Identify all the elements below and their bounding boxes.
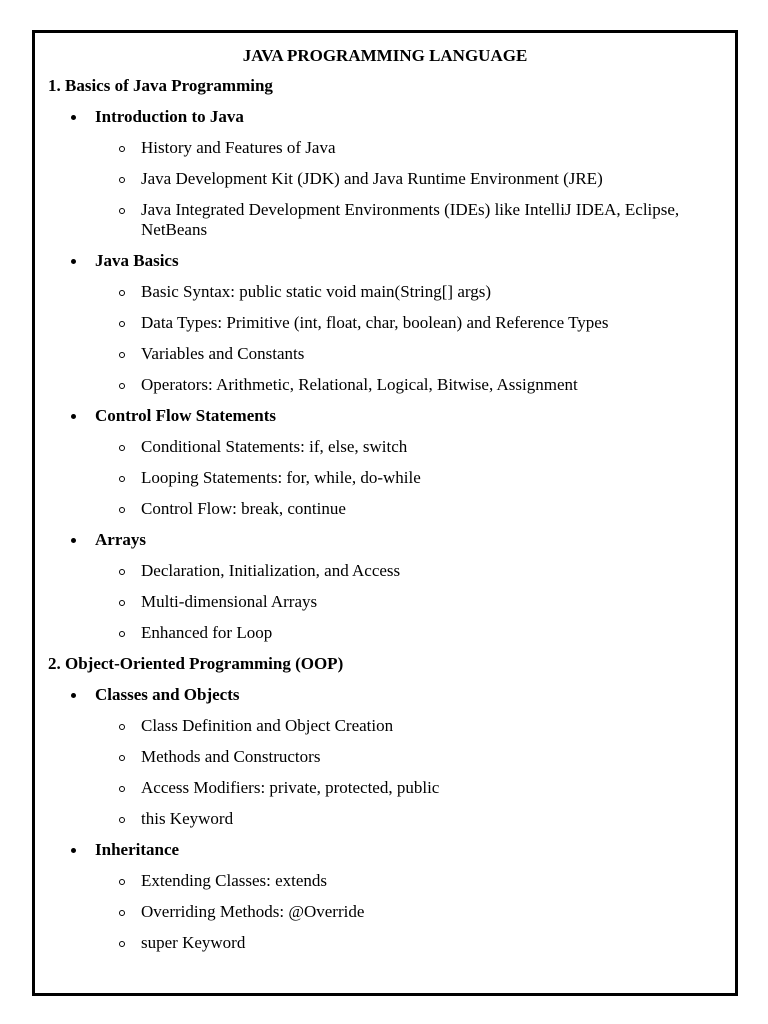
bullet-circle-icon (119, 177, 125, 183)
list-item-text: Data Types: Primitive (int, float, char, boolean) and Reference Types (141, 313, 609, 332)
list-item (35, 747, 735, 767)
list-item (35, 933, 735, 953)
list-item (35, 716, 735, 736)
bullet-circle-icon (119, 941, 125, 947)
list-item (35, 468, 735, 488)
list-item (35, 809, 735, 829)
bullet-disc-icon (71, 538, 76, 543)
bullet-circle-icon (119, 910, 125, 916)
topic-heading (35, 530, 735, 561)
list-item (35, 375, 735, 395)
bullet-circle-icon (119, 631, 125, 637)
list-item (35, 169, 735, 189)
item-list (35, 437, 735, 519)
item-list (35, 716, 735, 829)
outline (35, 76, 735, 964)
topic-label: Java Basics (95, 251, 179, 270)
list-item-text: Operators: Arithmetic, Relational, Logical, Bitwise, Assignment (141, 375, 578, 394)
topic-label: Arrays (95, 530, 146, 549)
bullet-circle-icon (119, 476, 125, 482)
topic-heading (35, 406, 735, 437)
topic (35, 107, 735, 240)
list-item-text: Methods and Constructors (141, 747, 321, 766)
topic-heading (35, 251, 735, 282)
topic-heading (35, 840, 735, 871)
item-list (35, 561, 735, 643)
bullet-circle-icon (119, 290, 125, 296)
list-item-text: Control Flow: break, continue (141, 499, 346, 518)
topic (35, 251, 735, 395)
list-item (35, 902, 735, 922)
list-item (35, 200, 735, 240)
list-item-text: Java Development Kit (JDK) and Java Runtime Environment (JRE) (141, 169, 603, 188)
section-number: 2. (48, 654, 61, 673)
list-item (35, 871, 735, 891)
list-item (35, 778, 735, 798)
section (35, 654, 735, 953)
list-item-text: this Keyword (141, 809, 234, 828)
topic (35, 840, 735, 953)
list-item (35, 592, 735, 612)
bullet-disc-icon (71, 693, 76, 698)
item-list (35, 138, 735, 240)
topic-label: Control Flow Statements (95, 406, 276, 425)
item-list (35, 871, 735, 953)
section (35, 76, 735, 643)
bullet-circle-icon (119, 786, 125, 792)
bullet-circle-icon (119, 146, 125, 152)
list-item-text: super Keyword (141, 933, 246, 952)
topic-label: Introduction to Java (95, 107, 244, 126)
bullet-circle-icon (119, 445, 125, 451)
topic-list (35, 685, 735, 953)
list-item (35, 561, 735, 581)
bullet-circle-icon (119, 724, 125, 730)
list-item-text: Access Modifiers: private, protected, public (141, 778, 440, 797)
bullet-disc-icon (71, 414, 76, 419)
list-item (35, 437, 735, 457)
list-item-text: Multi-dimensional Arrays (141, 592, 318, 611)
topic-label: Inheritance (95, 840, 180, 859)
list-item-text: Java Integrated Development Environments (IDEs) like IntelliJ IDEA, Eclipse, NetBeans (141, 200, 680, 239)
section-heading (35, 76, 735, 107)
page-frame (32, 30, 738, 996)
section-heading-text: Object-Oriented Programming (OOP) (60, 654, 344, 673)
topic-heading (35, 107, 735, 138)
topic (35, 530, 735, 643)
list-item-text: Basic Syntax: public static void main(String[] args) (141, 282, 492, 301)
bullet-disc-icon (71, 848, 76, 853)
topic-heading (35, 685, 735, 716)
topic (35, 406, 735, 519)
bullet-circle-icon (119, 321, 125, 327)
list-item (35, 344, 735, 364)
list-item-text: Looping Statements: for, while, do-while (141, 468, 421, 487)
bullet-circle-icon (119, 208, 125, 214)
bullet-circle-icon (119, 600, 125, 606)
bullet-disc-icon (71, 259, 76, 264)
bullet-circle-icon (119, 817, 125, 823)
section-number: 1 (48, 76, 57, 95)
bullet-circle-icon (119, 569, 125, 575)
list-item (35, 138, 735, 158)
item-list (35, 282, 735, 395)
topic-list (35, 107, 735, 643)
topic-label: Classes and Objects (95, 685, 240, 704)
list-item-text: Variables and Constants (141, 344, 305, 363)
list-item (35, 623, 735, 643)
bullet-circle-icon (119, 352, 125, 358)
list-item-text: Overriding Methods: @Override (141, 902, 365, 921)
section-heading (35, 654, 735, 685)
section-heading-text: . Basics of Java Programming (56, 76, 273, 95)
bullet-circle-icon (119, 383, 125, 389)
list-item-text: History and Features of Java (141, 138, 336, 157)
list-item-text: Extending Classes: extends (141, 871, 328, 890)
list-item (35, 282, 735, 302)
bullet-disc-icon (71, 115, 76, 120)
list-item-text: Enhanced for Loop (141, 623, 273, 642)
list-item-text: Class Definition and Object Creation (141, 716, 394, 735)
bullet-circle-icon (119, 755, 125, 761)
bullet-circle-icon (119, 879, 125, 885)
topic (35, 685, 735, 829)
list-item (35, 499, 735, 519)
list-item-text: Declaration, Initialization, and Access (141, 561, 401, 580)
list-item (35, 313, 735, 333)
document-title: JAVA PROGRAMMING LANGUAGE (242, 46, 528, 65)
bullet-circle-icon (119, 507, 125, 513)
list-item-text: Conditional Statements: if, else, switch (141, 437, 408, 456)
